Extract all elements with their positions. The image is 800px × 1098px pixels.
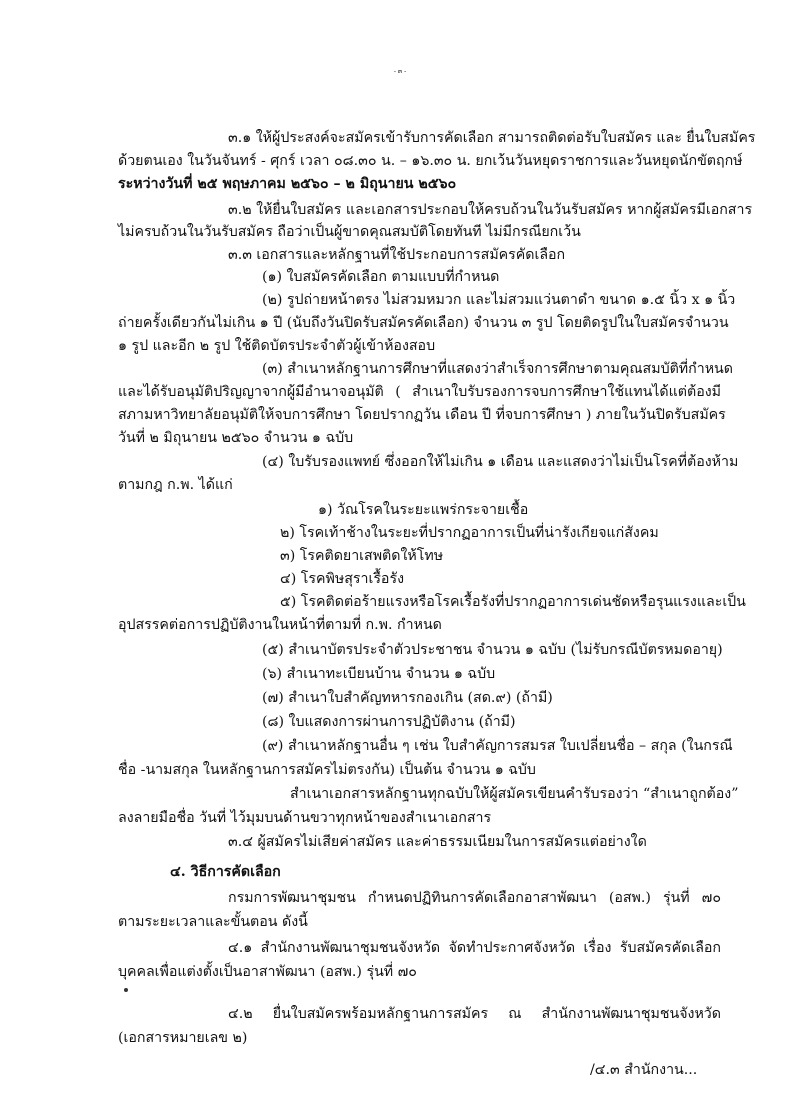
disease-2: ๒) โรคเท้าช้างในระยะที่ปรากฏอาการเป็นที่น่ารังเกียจแก่สังคม <box>280 525 659 541</box>
doc-item-3-line-2: และได้รับอนุมัติปริญญาจากผู้มีอำนาจอนุมัติ ( สำเนาใบรับรองการจบการศึกษาใช้แทนได้แต่ต้องมี <box>118 384 721 400</box>
section-4-1-line-2: บุคคลเพื่อแต่งตั้งเป็นอาสาพัฒนา (อสพ.) รุ่นที่ ๗๐ <box>118 964 417 980</box>
doc-item-4-line-1: (๔) ใบรับรองแพทย์ ซึ่งออกให้ไม่เกิน ๑ เดือน และแสดงว่าไม่เป็นโรคที่ต้องห้าม <box>262 454 739 470</box>
section-3-1-line-1: ๓.๑ ให้ผู้ประสงค์จะสมัครเข้ารับการคัดเลือก สามารถติดต่อรับใบสมัคร และ ยื่นใบสมัคร <box>228 130 756 146</box>
doc-item-5: (๕) สำเนาบัตรประจำตัวประชาชน จำนวน ๑ ฉบับ (ไม่รับกรณีบัตรหมดอายุ) <box>262 642 723 658</box>
doc-item-6: (๖) สำเนาทะเบียนบ้าน จำนวน ๑ ฉบับ <box>262 666 496 682</box>
doc-item-2-line-1: (๒) รูปถ่ายหน้าตรง ไม่สวมหมวก และไม่สวมแว่นตาดำ ขนาด ๑.๕ นิ้ว x ๑ นิ้ว <box>262 292 736 308</box>
application-period: ระหว่างวันที่ ๒๕ พฤษภาคม ๒๕๖๐ – ๒ มิถุนายน ๒๕๖๐ <box>118 176 457 192</box>
doc-item-1: (๑) ใบสมัครคัดเลือก ตามแบบที่กำหนด <box>262 269 500 285</box>
disease-4: ๔) โรคพิษสุราเรื้อรัง <box>280 571 405 587</box>
copy-certification-note-line-2: ลงลายมือชื่อ วันที่ ไว้มุมบนด้านขวาทุกหน้าของสำเนาเอกสาร <box>118 810 492 826</box>
section-3-2-line-2: ไม่ครบถ้วนในวันรับสมัคร ถือว่าเป็นผู้ขาดคุณสมบัติโดยทันที ไม่มีกรณียกเว้น <box>118 224 581 240</box>
doc-item-3-line-3: สภามหาวิทยาลัยอนุมัติให้จบการศึกษา โดยปรากฏวัน เดือน ปี ที่จบการศึกษา ) ภายในวันปิดรับสมัคร <box>118 407 726 423</box>
doc-item-8: (๘) ใบแสดงการผ่านการปฏิบัติงาน (ถ้ามี) <box>262 714 516 730</box>
doc-item-9-line-2: ชื่อ -นามสกุล ในหลักฐานการสมัครไม่ตรงกัน) เป็นต้น จำนวน ๑ ฉบับ <box>118 762 536 778</box>
doc-item-2-line-2: ถ่ายครั้งเดียวกันไม่เกิน ๑ ปี (นับถึงวันปิดรับสมัครคัดเลือก) จำนวน ๓ รูป โดยติดรูปในใบสมัครจำนวน <box>118 315 729 331</box>
section-3-1-line-2: ด้วยตนเอง ในวันจันทร์ - ศุกร์ เวลา ๐๘.๓๐ น. – ๑๖.๓๐ น. ยกเว้นวันหยุดราชการและวันหยุดนักขัตฤกษ์ <box>118 153 743 169</box>
continuation-marker: /๔.๓ สำนักงาน... <box>590 1062 698 1078</box>
disease-5-line-2: อุปสรรคต่อการปฏิบัติงานในหน้าที่ตามที่ ก.พ. กำหนด <box>118 617 442 633</box>
section-4-2-line-2: (เอกสารหมายเลข ๒) <box>118 1030 248 1046</box>
disease-5-line-1: ๕) โรคติดต่อร้ายแรงหรือโรคเรื้อรังที่ปรากฏอาการเด่นชัดหรือรุนแรงและเป็น <box>280 594 746 610</box>
doc-item-3-line-1: (๓) สำเนาหลักฐานการศึกษาที่แสดงว่าสำเร็จการศึกษาตามคุณสมบัติที่กำหนด <box>262 361 733 377</box>
section-3-2-line-1: ๓.๒ ให้ยื่นใบสมัคร และเอกสารประกอบให้ครบถ้วนในวันรับสมัคร หากผู้สมัครมีเอกสาร <box>228 202 753 218</box>
doc-item-7: (๗) สำเนาใบสำคัญทหารกองเกิน (สด.๙) (ถ้ามี) <box>262 690 553 706</box>
doc-item-2-line-3: ๑ รูป และอีก ๒ รูป ใช้ติดบัตรประจำตัวผู้เข้าห้องสอบ <box>118 338 436 354</box>
page-number: - ๓ - <box>393 68 407 75</box>
section-4-1-line-1: ๔.๑ สำนักงานพัฒนาชุมชนจังหวัด จัดทำประกาศจังหวัด เรื่อง รับสมัครคัดเลือก <box>228 940 721 956</box>
disease-1: ๑) วัณโรคในระยะแพร่กระจายเชื้อ <box>318 502 529 518</box>
section-4-intro-line-1: กรมการพัฒนาชุมชน กำหนดปฏิทินการคัดเลือกอาสาพัฒนา (อสพ.) รุ่นที่ ๗๐ <box>228 890 721 906</box>
disease-3: ๓) โรคติดยาเสพติดให้โทษ <box>280 548 444 564</box>
section-4-intro-line-2: ตามระยะเวลาและขั้นตอน ดังนี้ <box>118 914 308 930</box>
section-3-3-heading: ๓.๓ เอกสารและหลักฐานที่ใช้ประกอบการสมัครคัดเลือก <box>228 247 566 263</box>
section-3-4: ๓.๔ ผู้สมัครไม่เสียค่าสมัคร และค่าธรรมเนียมในการสมัครแต่อย่างใด <box>228 834 647 850</box>
section-4-2-line-1: ๔.๒ ยื่นใบสมัครพร้อมหลักฐานการสมัคร ณ สำนักงานพัฒนาชุมชนจังหวัด <box>228 1006 721 1022</box>
speck-mark <box>124 988 128 992</box>
copy-certification-note-line-1: สำเนาเอกสารหลักฐานทุกฉบับให้ผู้สมัครเขียนคำรับรองว่า “สำเนาถูกต้อง” <box>290 786 739 802</box>
doc-item-4-line-2: ตามกฎ ก.พ. ได้แก่ <box>118 477 233 493</box>
doc-item-3-line-4: วันที่ ๒ มิถุนายน ๒๕๖๐ จำนวน ๑ ฉบับ <box>118 430 354 446</box>
doc-item-9-line-1: (๙) สำเนาหลักฐานอื่น ๆ เช่น ใบสำคัญการสมรส ใบเปลี่ยนชื่อ – สกุล (ในกรณี <box>262 738 733 754</box>
section-4-heading: ๔. วิธีการคัดเลือก <box>170 864 281 880</box>
